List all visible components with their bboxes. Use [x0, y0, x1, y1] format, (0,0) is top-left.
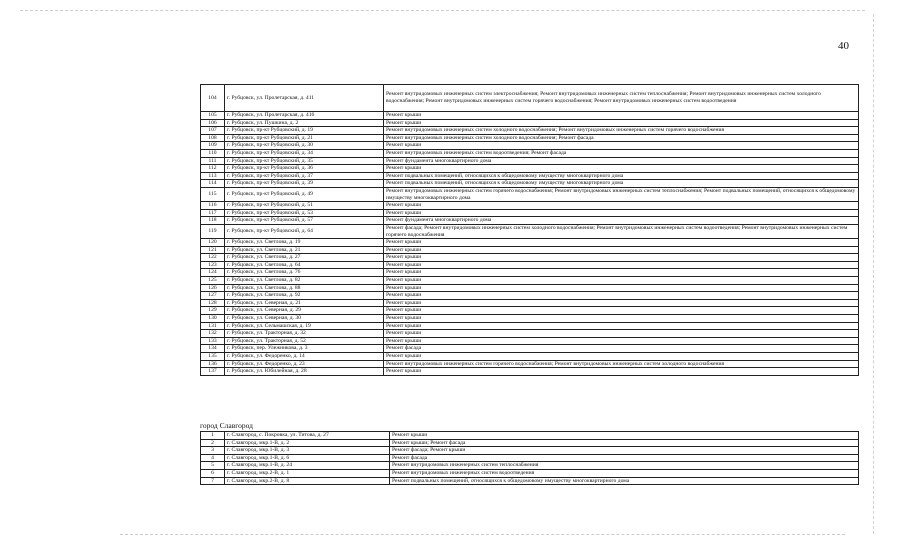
row-number-cell: 131 — [201, 322, 225, 330]
table-row — [201, 142, 859, 150]
address-cell: г. Славгород, мкр.2-В, д. 8 — [225, 477, 390, 485]
address-cell: г. Рубцовск, пр-кт Рубцовский, д. 19 — [225, 127, 384, 135]
address-cell: г. Рубцовск, пр-кт Рубцовский, д. 57 — [225, 217, 384, 225]
work-type-cell: Ремонт внутридомовых инженерных систем холодного водоснабжения; Ремонт фасада — [384, 134, 859, 142]
table-row — [201, 477, 859, 485]
work-type-cell: Ремонт крыши — [384, 315, 859, 323]
address-cell: г. Рубцовск, ул. Тракторная, д. 52 — [225, 337, 384, 345]
table-row — [201, 330, 859, 338]
row-number-cell: 2 — [201, 439, 225, 447]
row-number-cell: 5 — [201, 462, 225, 470]
table-row — [201, 239, 859, 247]
scan-top-edge — [20, 10, 865, 11]
row-number-cell: 108 — [201, 134, 225, 142]
address-cell: г. Рубцовск, пр-кт Рубцовский, д. 34 — [225, 149, 384, 157]
work-type-cell: Ремонт крыши — [384, 209, 859, 217]
address-cell: г. Рубцовск, ул. Пушкина, д. 2 — [225, 119, 384, 127]
work-type-cell: Ремонт крыши; Ремонт фасада — [390, 439, 859, 447]
work-type-cell: Ремонт крыши — [384, 307, 859, 315]
table-row — [201, 157, 859, 165]
address-cell: г. Рубцовск, ул. Светлова, д. 64 — [225, 261, 384, 269]
work-type-cell: Ремонт подвальных помещений, относящихся к общедомовому имуществу многоквартирного дома — [390, 477, 859, 485]
table-row — [201, 149, 859, 157]
table-row — [201, 353, 859, 361]
work-type-cell: Ремонт крыши — [384, 112, 859, 120]
address-cell: г. Славгород, мкр.1-В, д. 6 — [225, 454, 390, 462]
work-type-cell: Ремонт подвальных помещений, относящихся к общедомовому имуществу многоквартирного дома — [384, 180, 859, 188]
work-type-cell: Ремонт крыши — [384, 246, 859, 254]
work-type-cell: Ремонт крыши — [384, 269, 859, 277]
row-number-cell: 121 — [201, 246, 225, 254]
row-number-cell: 120 — [201, 239, 225, 247]
row-number-cell: 114 — [201, 180, 225, 188]
table-row — [201, 299, 859, 307]
address-cell: г. Рубцовск, пер. Улежникова, д. 3 — [225, 345, 384, 353]
address-cell: г. Рубцовск, пр-кт Рубцовский, д. 39 — [225, 180, 384, 188]
table-row — [201, 209, 859, 217]
row-number-cell: 125 — [201, 277, 225, 285]
address-cell: г. Рубцовск, пр-кт Рубцовский, д. 36 — [225, 165, 384, 173]
row-number-cell: 136 — [201, 360, 225, 368]
row-number-cell: 133 — [201, 337, 225, 345]
row-number-cell: 106 — [201, 119, 225, 127]
address-cell: г. Рубцовск, пр-кт Рубцовский, д. 35 — [225, 157, 384, 165]
work-type-cell: Ремонт фундамента многоквартирного дома — [384, 157, 859, 165]
work-type-cell: Ремонт внутридомовых инженерных систем теплоснабжения — [390, 462, 859, 470]
row-number-cell: 113 — [201, 172, 225, 180]
row-number-cell: 1 — [201, 432, 225, 440]
work-type-cell: Ремонт крыши — [384, 292, 859, 300]
address-cell: г. Рубцовск, ул. Юбилейная, д. 28 — [225, 368, 384, 376]
table-row — [201, 315, 859, 323]
table-row — [201, 447, 859, 455]
address-cell: г. Рубцовск, ул. Тракторная, д. 32 — [225, 330, 384, 338]
work-type-cell: Ремонт крыши — [384, 261, 859, 269]
city-heading: город Славгород — [200, 421, 253, 430]
row-number-cell: 115 — [201, 187, 225, 201]
row-number-cell: 124 — [201, 269, 225, 277]
address-cell: г. Рубцовск, ул. Пролетарская, д. 416 — [225, 112, 384, 120]
table-row — [201, 134, 859, 142]
row-number-cell: 6 — [201, 469, 225, 477]
row-number-cell: 110 — [201, 149, 225, 157]
work-type-cell: Ремонт крыши — [384, 254, 859, 262]
work-type-cell: Ремонт внутридомовых инженерных систем горячего водоснабжения; Ремонт внутридомовых инженерных систем теплоснабжения; Ремонт подвальных помещений, относящихся к общедомовому имуществу многоквартирного дома — [384, 187, 859, 201]
work-type-cell: Ремонт фундамента многоквартирного дома — [384, 217, 859, 225]
address-cell: г. Рубцовск, ул. Светлова, д. 27 — [225, 254, 384, 262]
work-type-cell: Ремонт крыши — [384, 353, 859, 361]
scan-right-edge — [873, 14, 874, 534]
work-type-cell: Ремонт крыши — [384, 368, 859, 376]
address-cell: г. Рубцовск, ул. Сельмашская, д. 19 — [225, 322, 384, 330]
work-type-cell: Ремонт крыши — [384, 322, 859, 330]
slavgorod-table — [200, 431, 859, 485]
table-row — [201, 284, 859, 292]
row-number-cell: 127 — [201, 292, 225, 300]
address-cell: г. Рубцовск, ул. Светлова, д. 21 — [225, 246, 384, 254]
row-number-cell: 134 — [201, 345, 225, 353]
address-cell: г. Славгород, мкр.2-В, д. 1 — [225, 469, 390, 477]
work-type-cell: Ремонт крыши — [384, 284, 859, 292]
address-cell: г. Рубцовск, ул. Пролетарская, д. 411 — [225, 85, 384, 112]
row-number-cell: 116 — [201, 202, 225, 210]
row-number-cell: 123 — [201, 261, 225, 269]
table-row — [201, 337, 859, 345]
table-row — [201, 360, 859, 368]
row-number-cell: 128 — [201, 299, 225, 307]
work-type-cell: Ремонт внутридомовых инженерных систем водоотведения; Ремонт фасада — [384, 149, 859, 157]
address-cell: г. Рубцовск, пр-кт Рубцовский, д. 21 — [225, 134, 384, 142]
row-number-cell: 105 — [201, 112, 225, 120]
address-cell: г. Рубцовск, ул. Светлова, д. 19 — [225, 239, 384, 247]
rubtsovsk-table — [200, 84, 859, 376]
work-type-cell: Ремонт крыши — [384, 119, 859, 127]
work-type-cell: Ремонт подвальных помещений, относящихся к общедомовому имуществу многоквартирного дома — [384, 172, 859, 180]
address-cell: г. Славгород, мкр.1-В, д. 2 — [225, 439, 390, 447]
table-row — [201, 112, 859, 120]
work-type-cell: Ремонт крыши — [384, 165, 859, 173]
row-number-cell: 130 — [201, 315, 225, 323]
table-row — [201, 127, 859, 135]
address-cell: г. Рубцовск, ул. Светлова, д. 82 — [225, 277, 384, 285]
row-number-cell: 4 — [201, 454, 225, 462]
work-type-cell: Ремонт фасада — [390, 454, 859, 462]
address-cell: г. Рубцовск, ул. Северная, д. 30 — [225, 315, 384, 323]
table-row — [201, 469, 859, 477]
address-cell: г. Рубцовск, пр-кт Рубцовский, д. 64 — [225, 224, 384, 238]
row-number-cell: 109 — [201, 142, 225, 150]
table-row — [201, 180, 859, 188]
address-cell: г. Рубцовск, ул. Северная, д. 29 — [225, 307, 384, 315]
work-type-cell: Ремонт крыши — [384, 202, 859, 210]
table-row — [201, 307, 859, 315]
row-number-cell: 119 — [201, 224, 225, 238]
row-number-cell: 3 — [201, 447, 225, 455]
table-row — [201, 165, 859, 173]
address-cell: г. Рубцовск, ул. Федоренко, д. 14 — [225, 353, 384, 361]
work-type-cell: Ремонт крыши — [384, 299, 859, 307]
row-number-cell: 7 — [201, 477, 225, 485]
table-row — [201, 439, 859, 447]
row-number-cell: 129 — [201, 307, 225, 315]
row-number-cell: 135 — [201, 353, 225, 361]
address-cell: г. Рубцовск, ул. Светлова, д. 92 — [225, 292, 384, 300]
table-row — [201, 172, 859, 180]
row-number-cell: 132 — [201, 330, 225, 338]
work-type-cell: Ремонт внутридомовых инженерных систем водоотведения — [390, 469, 859, 477]
table-row — [201, 217, 859, 225]
table-row — [201, 345, 859, 353]
work-type-cell: Ремонт крыши — [384, 239, 859, 247]
address-cell: г. Рубцовск, пр-кт Рубцовский, д. 53 — [225, 209, 384, 217]
row-number-cell: 137 — [201, 368, 225, 376]
page-number: 40 — [838, 40, 849, 52]
row-number-cell: 118 — [201, 217, 225, 225]
address-cell: г. Славгород, с. Покровка, ул. Титова, д. 27 — [225, 432, 390, 440]
table-row — [201, 454, 859, 462]
address-cell: г. Рубцовск, ул. Светлова, д. 88 — [225, 284, 384, 292]
table-row — [201, 246, 859, 254]
table-row — [201, 254, 859, 262]
table-row — [201, 368, 859, 376]
work-type-cell: Ремонт фасада; Ремонт крыши — [390, 447, 859, 455]
work-type-cell: Ремонт фасада — [384, 345, 859, 353]
work-type-cell: Ремонт внутридомовых инженерных систем электроснабжения; Ремонт внутридомовых инженерных систем теплоснабжения; Ремонт внутридомовых инженерных систем холодного водоснабжения; Ремонт внутридомовых инженерных систем горячего водоснабжения; Ремонт внутридомовых инженерных систем водоотведения — [384, 85, 859, 112]
address-cell: г. Рубцовск, пр-кт Рубцовский, д. 49 — [225, 187, 384, 201]
table-row — [201, 224, 859, 238]
row-number-cell: 122 — [201, 254, 225, 262]
table-row — [201, 292, 859, 300]
table-row — [201, 187, 859, 201]
address-cell: г. Рубцовск, пр-кт Рубцовский, д. 37 — [225, 172, 384, 180]
work-type-cell: Ремонт крыши — [384, 337, 859, 345]
address-cell: г. Славгород, мкр.1-В, д. 24 — [225, 462, 390, 470]
row-number-cell: 126 — [201, 284, 225, 292]
work-type-cell: Ремонт внутридомовых инженерных систем горячего водоснабжения; Ремонт внутридомовых инженерных систем холодного водоснабжения — [384, 360, 859, 368]
row-number-cell: 112 — [201, 165, 225, 173]
address-cell: г. Рубцовск, ул. Федоренко, д. 23 — [225, 360, 384, 368]
table-row — [201, 119, 859, 127]
address-cell: г. Рубцовск, пр-кт Рубцовский, д. 51 — [225, 202, 384, 210]
scan-bottom-edge — [120, 534, 845, 535]
work-type-cell: Ремонт крыши — [390, 432, 859, 440]
table-row — [201, 277, 859, 285]
address-cell: г. Рубцовск, ул. Светлова, д. 76 — [225, 269, 384, 277]
table-row — [201, 432, 859, 440]
address-cell: г. Славгород, мкр.1-В, д. 3 — [225, 447, 390, 455]
row-number-cell: 111 — [201, 157, 225, 165]
row-number-cell: 117 — [201, 209, 225, 217]
work-type-cell: Ремонт крыши — [384, 142, 859, 150]
table-row — [201, 322, 859, 330]
table-row — [201, 202, 859, 210]
table-row — [201, 261, 859, 269]
work-type-cell: Ремонт фасада; Ремонт внутридомовых инженерных систем холодного водоснабжения; Ремонт внутридомовых инженерных систем водоотведения; Ремонт внутридомовых инженерных систем горячего водоснабжения — [384, 224, 859, 238]
work-type-cell: Ремонт крыши — [384, 330, 859, 338]
work-type-cell: Ремонт крыши — [384, 277, 859, 285]
row-number-cell: 104 — [201, 85, 225, 112]
table-row — [201, 269, 859, 277]
table-row — [201, 85, 859, 112]
row-number-cell: 107 — [201, 127, 225, 135]
address-cell: г. Рубцовск, пр-кт Рубцовский, д. 30 — [225, 142, 384, 150]
table-row — [201, 462, 859, 470]
work-type-cell: Ремонт внутридомовых инженерных систем холодного водоснабжения; Ремонт внутридомовых инженерных систем горячего водоснабжения — [384, 127, 859, 135]
address-cell: г. Рубцовск, ул. Северная, д. 21 — [225, 299, 384, 307]
